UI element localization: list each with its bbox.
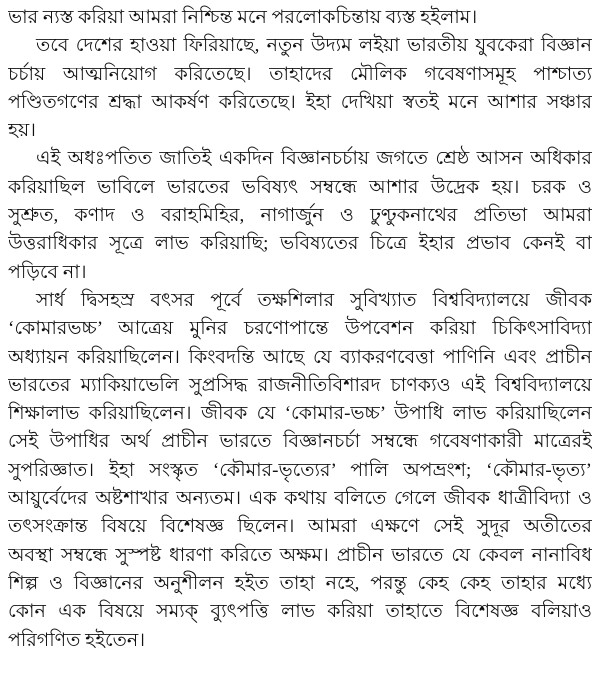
text-line: সার্ধ দ্বিসহস্র বৎসর পূর্বে তক্ষশিলার সুবিখ্যাত বিশ্ববিদ্যালয়ে জীবক xyxy=(36,289,592,311)
text-line: ভার ন্যস্ত করিয়া আমরা নিশ্চিন্ত মনে পরলোকচিন্তায় ব্যস্ত হইলাম। xyxy=(8,7,478,28)
text-line: সুশ্রুত, কণাদ ও বরাহমিহির, নাগার্জুন ও ঢুণ্ঢুকনাথের প্রতিভা আমরা xyxy=(8,205,592,227)
paragraph xyxy=(8,145,592,286)
text-line: কোন এক বিষয়ে সম্যক্ ব্যুৎপত্তি লাভ করিয়া তাহাতে বিশেষজ্ঞ বলিয়াও xyxy=(8,601,592,623)
text-line: আয়ুর্বেদের অষ্টশাখার অন্যতম। এক কথায় বলিতে গেলে জীবক ধাত্রীবিদ্যা ও xyxy=(8,488,592,510)
text-line: করিয়াছিল ভাবিলে ভারতের ভবিষ্যৎ সম্বন্ধে আশার উদ্রেক হয়। চরক ও xyxy=(8,176,592,198)
text-line: পণ্ডিতগণের শ্রদ্ধা আকর্ষণ করিতেছে। ইহা দেখিয়া স্বতই মনে আশার সঞ্চার xyxy=(8,91,592,113)
text-line: হয়। xyxy=(8,120,36,142)
paragraph xyxy=(8,287,592,655)
paragraph xyxy=(8,4,592,32)
text-line: অবস্থা সম্বন্ধে সুস্পষ্ট ধারণা করিতে অক্ষম। প্রাচীন ভারতে যে কেবল নানাবিধ xyxy=(8,544,592,566)
text-line: ‘কোমারভচ্চ’ আত্রেয় মুনির চরণোপান্তে উপবেশন করিয়া চিকিৎসাবিদ্যা xyxy=(8,318,592,340)
text-line: উত্তরাধিকার সূত্রে লাভ করিয়াছি; ভবিষ্যতের চিত্রে ইহার প্রভাব কেনই বা xyxy=(8,233,592,255)
text-line: সেই উপাধির অর্থ প্রাচীন ভারতে বিজ্ঞানচর্চা সম্বন্ধে গবেষণাকারী মাত্রেরই xyxy=(8,431,592,453)
text-line: তবে দেশের হাওয়া ফিরিয়াছে, নতুন উদ্যম লইয়া ভারতীয় যুবকেরা বিজ্ঞান xyxy=(36,35,592,57)
text-line: পরিগণিত হইতেন। xyxy=(8,629,146,651)
text-line: অধ্যায়ন করিয়াছিলেন। কিংবদন্তি আছে যে ব্যাকরণবেত্তা পাণিনি এবং প্রাচীন xyxy=(8,346,592,368)
document-page xyxy=(8,0,592,655)
text-line: চর্চায় আত্মনিয়োগ করিতেছে। তাহাদের মৌলিক গবেষণাসমূহ পাশ্চাত্য xyxy=(8,63,592,85)
text-line: ভারতের ম্যাকিয়াভেলি সুপ্রসিদ্ধ রাজনীতিবিশারদ চাণক্যও এই বিশ্ববিদ্যালয়ে xyxy=(8,374,592,396)
text-line: শিক্ষালাভ করিয়াছিলেন। জীবক যে ‘কোমার-ভচ্চ’ উপাধি লাভ করিয়াছিলেন xyxy=(8,403,592,425)
text-line: শিল্প ও বিজ্ঞানের অনুশীলন হইত তাহা নহে, পরন্তু কেহ কেহ তাহার মধ্যে xyxy=(8,572,592,594)
paragraph xyxy=(8,32,592,145)
text-line: সুপরিজ্ঞাত। ইহা সংস্কৃত ‘কৌমার-ভৃত্যের’ পালি অপভ্রংশ; ‘কৌমার-ভৃত্য’ xyxy=(8,459,592,481)
text-line: এই অধঃপতিত জাতিই একদিন বিজ্ঞানচর্চায় জগতে শ্রেষ্ঠ আসন অধিকার xyxy=(36,148,592,170)
text-line: পড়িবে না। xyxy=(8,261,87,283)
text-line: তৎসংক্রান্ত বিষয়ে বিশেষজ্ঞ ছিলেন। আমরা এক্ষণে সেই সুদূর অতীতের xyxy=(8,516,592,538)
